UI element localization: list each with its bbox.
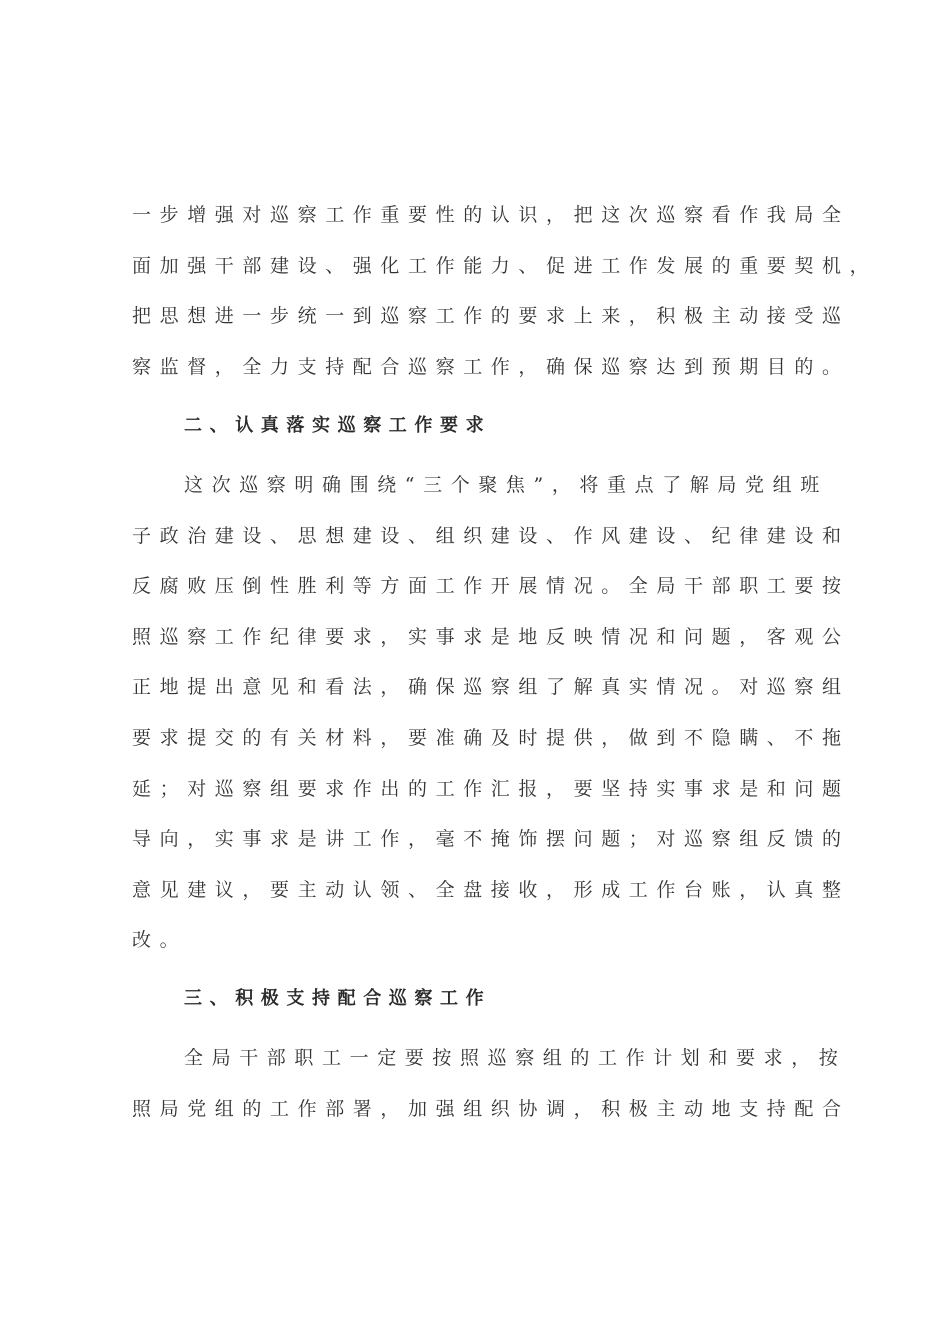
- paragraph-1-line-2: 面加强干部建设、强化工作能力、促进工作发展的重要契机，: [132, 255, 878, 277]
- section-heading-2: 二、认真落实巡察工作要求: [184, 415, 492, 436]
- paragraph-2-line-6: 要求提交的有关材料，要准确及时提供，做到不隐瞒、不拖: [132, 727, 850, 749]
- paragraph-2-line-2: 子政治建设、思想建设、组织建设、作风建设、纪律建设和: [132, 525, 850, 547]
- section-heading-3: 三、积极支持配合巡察工作: [184, 988, 492, 1009]
- paragraph-2-line-4: 照巡察工作纪律要求，实事求是地反映情况和问题，客观公: [132, 626, 850, 648]
- paragraph-2-line-3: 反腐败压倒性胜利等方面工作开展情况。全局干部职工要按: [132, 575, 850, 597]
- paragraph-2-line-1: 这次巡察明确围绕“三个聚焦”，将重点了解局党组班: [184, 474, 828, 496]
- paragraph-3-line-1: 全局干部职工一定要按照巡察组的工作计划和要求，按: [184, 1047, 847, 1069]
- paragraph-2-line-5: 正地提出意见和看法，确保巡察组了解真实情况。对巡察组: [132, 676, 850, 698]
- paragraph-2-line-7: 延；对巡察组要求作出的工作汇报，要坚持实事求是和问题: [132, 778, 850, 800]
- paragraph-2-line-9: 意见建议，要主动认领、全盘接收，形成工作台账，认真整: [132, 879, 850, 901]
- paragraph-1-line-1: 一步增强对巡察工作重要性的认识，把这次巡察看作我局全: [132, 204, 850, 226]
- paragraph-1-line-4: 察监督，全力支持配合巡察工作，确保巡察达到预期目的。: [132, 356, 850, 378]
- paragraph-3-line-2: 照局党组的工作部署，加强组织协调，积极主动地支持配合: [132, 1098, 850, 1120]
- paragraph-2-line-10: 改。: [132, 929, 188, 951]
- paragraph-2-line-8: 导向，实事求是讲工作，毫不掩饰摆问题；对巡察组反馈的: [132, 828, 850, 850]
- paragraph-1-line-3: 把思想进一步统一到巡察工作的要求上来，积极主动接受巡: [132, 305, 850, 327]
